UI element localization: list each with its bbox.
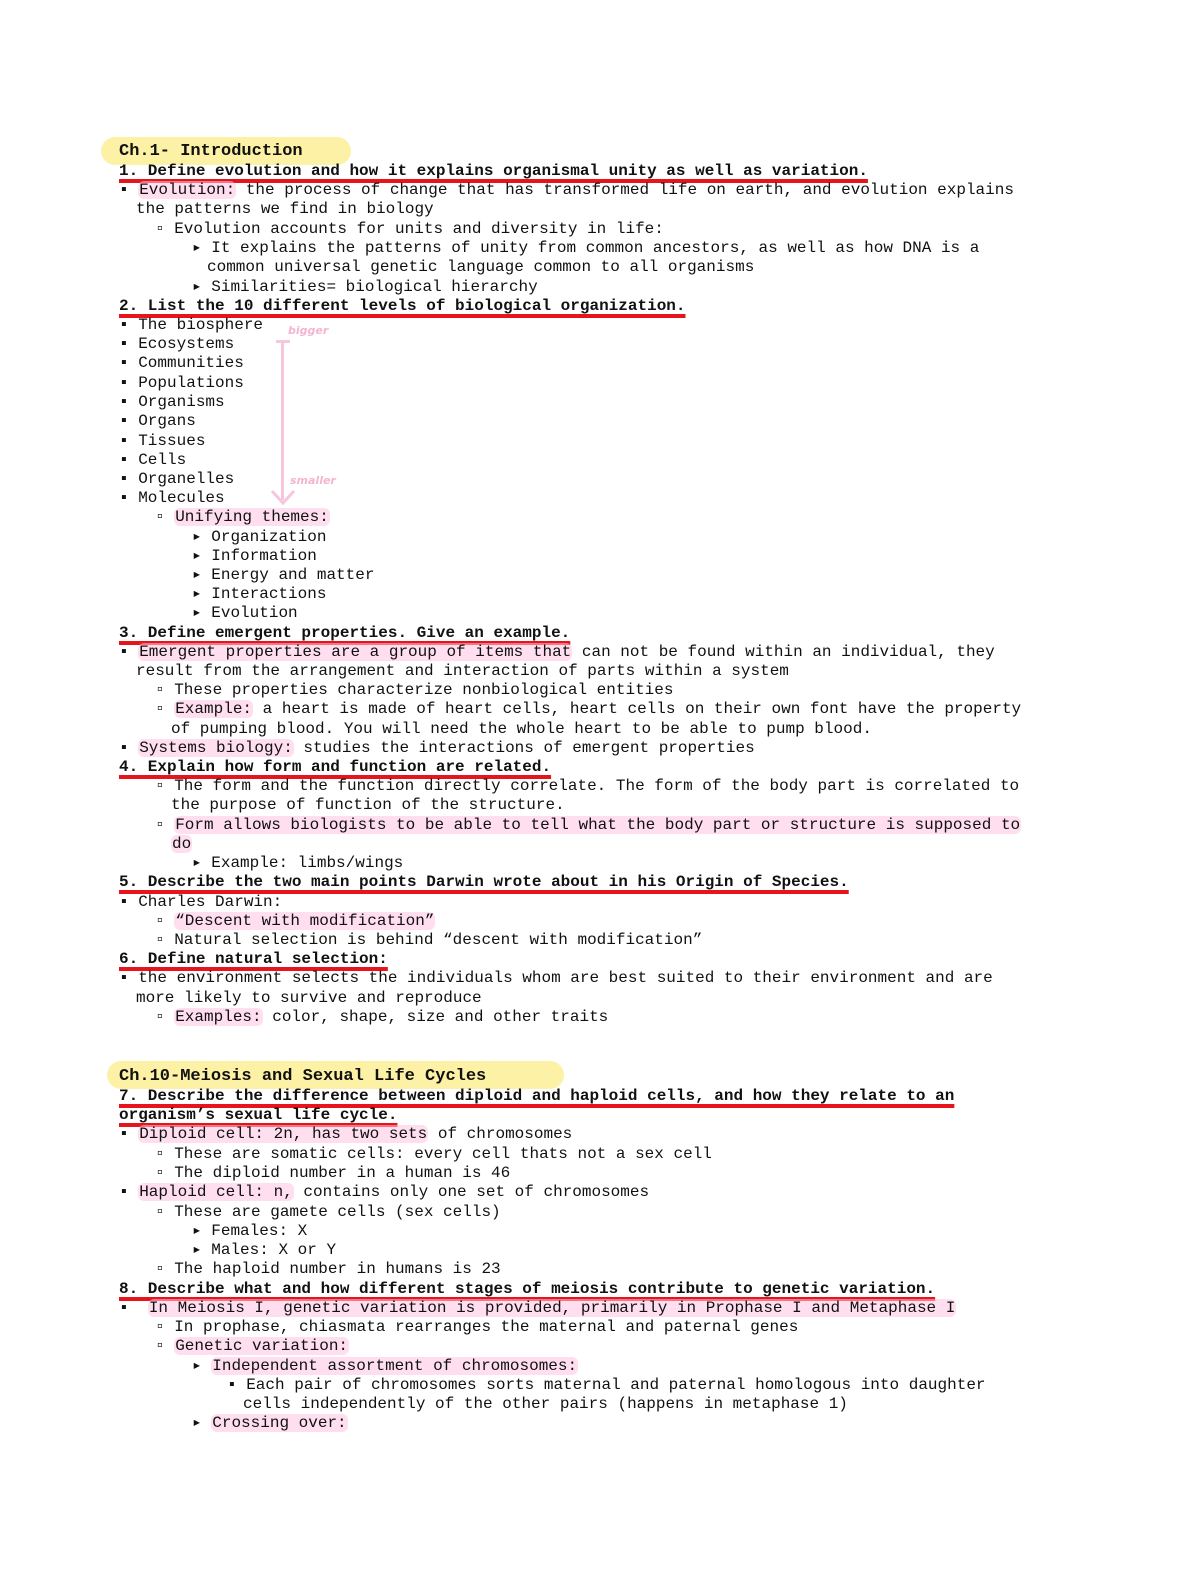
- level-item: ▪ Organisms: [119, 393, 225, 411]
- level-text: Tissues: [138, 432, 206, 450]
- list-item-text: Each pair of chromosomes sorts maternal and paternal homologous into daughter: [246, 1376, 986, 1394]
- term-emergent-properties: Emergent properties are a group of items that: [139, 643, 572, 661]
- level-item: ▪ Cells: [119, 451, 187, 469]
- list-item: ▫ Evolution accounts for units and diversity in life:: [155, 220, 664, 238]
- list-item: ▸ Example: limbs/wings: [192, 854, 404, 872]
- list-item-text: The form and the function directly correlate. The form of the body part is correlated to: [174, 777, 1020, 795]
- list-item-continuation: the patterns we find in biology: [136, 200, 434, 218]
- level-text: Organelles: [138, 470, 235, 488]
- list-item-text: of chromosomes: [428, 1125, 573, 1143]
- list-item-text: Form allows biologists to be able to tell what the body part or structure is supposed to: [175, 816, 1021, 834]
- level-text: Molecules: [138, 489, 225, 507]
- list-item: ▫ These properties characterize nonbiological entities: [155, 681, 674, 699]
- hierarchy-arrow-shaft: [281, 340, 284, 500]
- list-item: ▫ “Descent with modification”: [155, 912, 435, 930]
- hierarchy-arrow-top-tick: [276, 340, 290, 343]
- level-text: Organisms: [138, 393, 225, 411]
- list-item-text: These properties characterize nonbiological entities: [174, 681, 674, 699]
- list-item-text: Example: limbs/wings: [211, 854, 404, 872]
- list-item: ▫ In prophase, chiasmata rearranges the maternal and paternal genes: [155, 1318, 799, 1336]
- list-item-text: In prophase, chiasmata rearranges the maternal and paternal genes: [174, 1318, 799, 1336]
- list-item-text: The haploid number in humans is 23: [174, 1260, 501, 1278]
- list-item-text: can not be found within an individual, they: [572, 643, 995, 661]
- list-item-text: These are gamete cells (sex cells): [174, 1203, 501, 1221]
- list-item-text: The diploid number in a human is 46: [174, 1164, 511, 1182]
- list-item-text: a heart is made of heart cells, heart cells on their own font have the property: [253, 700, 1022, 718]
- list-item-continuation: cells independently of the other pairs (happens in metaphase 1): [243, 1395, 848, 1413]
- list-item-continuation: more likely to survive and reproduce: [136, 989, 482, 1007]
- list-item: ▫ Form allows biologists to be able to tell what the body part or structure is supposed to: [155, 816, 1021, 834]
- question-2-heading: 2. List the 10 different levels of biological organization.: [119, 297, 686, 315]
- term-examples: Examples:: [175, 1008, 262, 1026]
- theme-item: ▸ Evolution: [192, 604, 298, 622]
- theme-item: ▸ Information: [192, 547, 317, 565]
- question-7-heading: 7. Describe the difference between diploid and haploid cells, and how they relate to an: [119, 1087, 955, 1105]
- theme-text: Information: [211, 547, 317, 565]
- level-item: ▪ Populations: [119, 374, 244, 392]
- list-item: ▪ Diploid cell: 2n, has two sets of chromosomes: [119, 1125, 573, 1143]
- list-item-text: the environment selects the individuals whom are best suited to their environment and are: [138, 969, 993, 987]
- term-haploid-cell: Haploid cell: n,: [139, 1183, 293, 1201]
- list-item-text: color, shape, size and other traits: [262, 1008, 609, 1026]
- theme-text: Energy and matter: [211, 566, 375, 584]
- question-5-heading: 5. Describe the two main points Darwin wrote about in his Origin of Species.: [119, 873, 849, 891]
- question-4-heading: 4. Explain how form and function are related.: [119, 758, 552, 776]
- question-1-heading: 1. Define evolution and how it explains organismal unity as well as variation.: [119, 162, 868, 180]
- list-item: ▸ Similarities= biological hierarchy: [192, 278, 538, 296]
- theme-item: ▸ Organization: [192, 528, 327, 546]
- list-item: ▫ Examples: color, shape, size and other traits: [155, 1008, 609, 1026]
- list-item: ▸ Females: X: [192, 1222, 308, 1240]
- list-item: ▸ It explains the patterns of unity from common ancestors, as well as how DNA is a: [192, 239, 980, 257]
- list-item: ▪ Emergent properties are a group of items that can not be found within an individual, they: [119, 643, 995, 661]
- theme-text: Evolution: [211, 604, 298, 622]
- list-item-text: Evolution accounts for units and diversity in life:: [174, 220, 664, 238]
- list-item-text: Females: X: [211, 1222, 308, 1240]
- term-evolution: Evolution:: [139, 181, 236, 199]
- list-item-text: “Descent with modification”: [175, 912, 435, 930]
- question-6-heading: 6. Define natural selection:: [119, 950, 388, 968]
- unifying-themes-label: Unifying themes:: [175, 508, 329, 526]
- level-item: ▪ Ecosystems: [119, 335, 235, 353]
- level-text: Organs: [138, 412, 196, 430]
- chapter-10-title: Ch.10-Meiosis and Sexual Life Cycles: [119, 1067, 487, 1086]
- list-item: ▪ the environment selects the individuals whom are best suited to their environment and are: [119, 969, 993, 987]
- theme-text: Interactions: [211, 585, 327, 603]
- level-item: ▪ Molecules: [119, 489, 225, 507]
- level-item: ▪ Communities: [119, 354, 244, 372]
- list-item-text: Natural selection is behind “descent with modification”: [174, 931, 703, 949]
- list-item: ▫ The haploid number in humans is 23: [155, 1260, 501, 1278]
- level-text: Communities: [138, 354, 244, 372]
- list-item-text: do: [172, 835, 192, 853]
- list-item: ▫ Example: a heart is made of heart cells, heart cells on their own font have the property: [155, 700, 1022, 718]
- list-item: ▸ Crossing over:: [192, 1414, 347, 1432]
- level-item: ▪ Tissues: [119, 432, 206, 450]
- level-item: ▪ Organs: [119, 412, 196, 430]
- list-item: ▪ Each pair of chromosomes sorts maternal and paternal homologous into daughter: [227, 1376, 986, 1394]
- question-8-heading: 8. Describe what and how different stages of meiosis contribute to genetic variation.: [119, 1280, 936, 1298]
- list-item-text: These are somatic cells: every cell thats not a sex cell: [174, 1145, 712, 1163]
- list-item-text: studies the interactions of emergent properties: [293, 739, 755, 757]
- list-item-text: contains only one set of chromosomes: [293, 1183, 650, 1201]
- list-item: ▪ Charles Darwin:: [119, 893, 283, 911]
- list-item: ▫ Natural selection is behind “descent with modification”: [155, 931, 703, 949]
- list-item: ▸ Males: X or Y: [192, 1241, 337, 1259]
- level-item: ▪ Organelles: [119, 470, 235, 488]
- question-7-heading-continuation: organism’s sexual life cycle.: [119, 1106, 398, 1124]
- list-item-text: Similarities= biological hierarchy: [211, 278, 538, 296]
- hierarchy-arrow-head-icon: [270, 488, 296, 506]
- list-item-text: Charles Darwin:: [138, 893, 283, 911]
- level-item: ▪ The biosphere: [119, 316, 264, 334]
- annotation-smaller: smaller: [290, 474, 336, 487]
- list-item-continuation: the purpose of function of the structure.: [171, 796, 565, 814]
- list-item: ▸ Independent assortment of chromosomes:: [192, 1357, 578, 1375]
- theme-item: ▸ Energy and matter: [192, 566, 375, 584]
- list-item-text: Crossing over:: [212, 1414, 347, 1432]
- list-item: ▫ Unifying themes:: [155, 508, 329, 526]
- list-item: ▫ These are gamete cells (sex cells): [155, 1203, 501, 1221]
- term-systems-biology: Systems biology:: [139, 739, 293, 757]
- list-item-continuation: [171, 835, 192, 854]
- level-text: Populations: [138, 374, 244, 392]
- list-item-text: In Meiosis I, genetic variation is provided, primarily in Prophase I and Metaphase I: [148, 1299, 956, 1317]
- list-item-continuation: of pumping blood. You will need the whole heart to be able to pump blood.: [171, 720, 872, 738]
- annotation-bigger: bigger: [288, 324, 329, 337]
- list-item: ▪ Evolution: the process of change that has transformed life on earth, and evolution explains: [119, 181, 1014, 199]
- theme-text: Organization: [211, 528, 327, 546]
- list-item: ▪ In Meiosis I, genetic variation is provided, primarily in Prophase I and Metaphase I: [119, 1299, 956, 1317]
- list-item: ▫ Genetic variation:: [155, 1337, 349, 1355]
- term-diploid-cell: Diploid cell: 2n, has two sets: [139, 1125, 428, 1143]
- list-item: ▪ Systems biology: studies the interactions of emergent properties: [119, 739, 755, 757]
- list-item: ▪ Haploid cell: n, contains only one set of chromosomes: [119, 1183, 650, 1201]
- chapter-1-title: Ch.1- Introduction: [119, 142, 303, 161]
- list-item-text: the process of change that has transformed life on earth, and evolution explains: [236, 181, 1014, 199]
- term-example: Example:: [175, 700, 253, 718]
- level-text: Ecosystems: [138, 335, 235, 353]
- list-item-text: Independent assortment of chromosomes:: [212, 1357, 578, 1375]
- question-3-heading: 3. Define emergent properties. Give an example.: [119, 624, 571, 642]
- list-item-text: It explains the patterns of unity from common ancestors, as well as how DNA is a: [211, 239, 980, 257]
- list-item: ▫ The diploid number in a human is 46: [155, 1164, 511, 1182]
- list-item: ▫ These are somatic cells: every cell thats not a sex cell: [155, 1145, 712, 1163]
- level-text: The biosphere: [138, 316, 264, 334]
- list-item: ▫ The form and the function directly correlate. The form of the body part is correlated to: [155, 777, 1020, 795]
- list-item-continuation: common universal genetic language common to all organisms: [207, 258, 755, 276]
- level-text: Cells: [138, 451, 187, 469]
- list-item-text: Males: X or Y: [211, 1241, 337, 1259]
- list-item-continuation: result from the arrangement and interaction of parts within a system: [136, 662, 789, 680]
- theme-item: ▸ Interactions: [192, 585, 327, 603]
- list-item-text: Genetic variation:: [175, 1337, 349, 1355]
